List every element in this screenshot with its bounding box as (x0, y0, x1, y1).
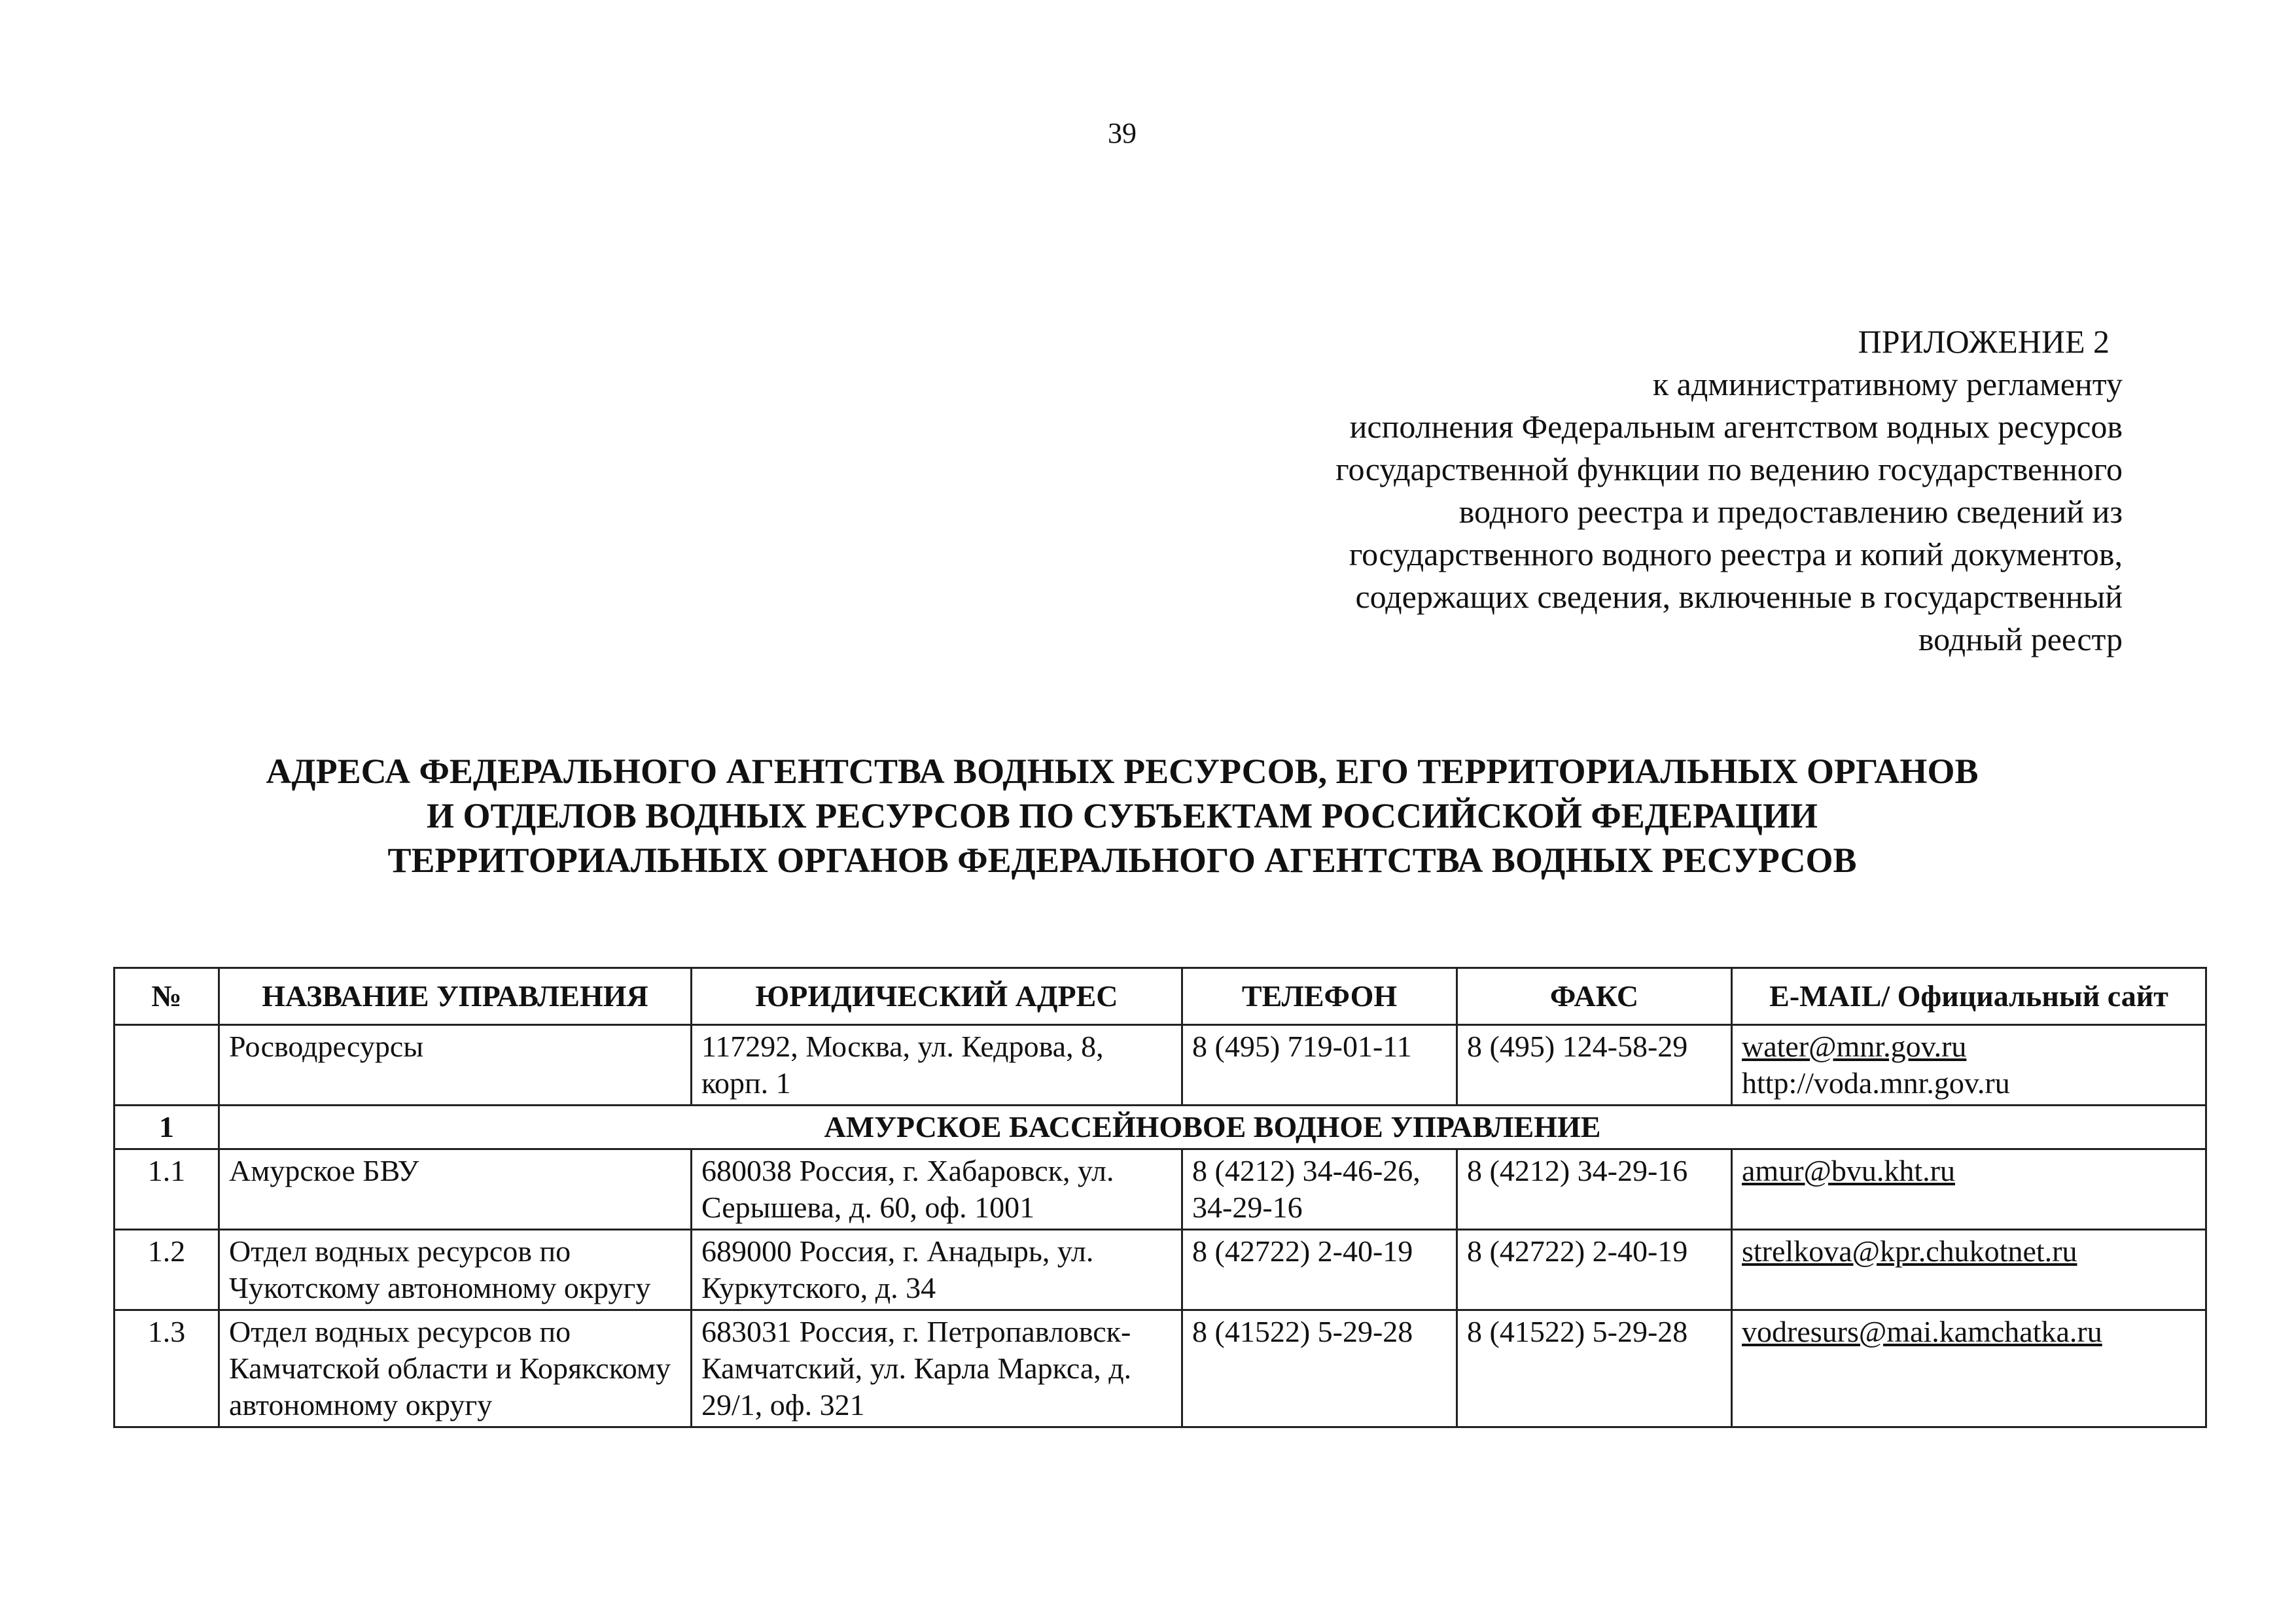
row-address: 680038 Россия, г. Хабаровск, ул. Серышева, д. 60, оф. 1001 (692, 1149, 1182, 1230)
email-link[interactable]: vodresurs@mai.kamchatka.ru (1742, 1315, 2102, 1348)
header-cell-fax: ФАКС (1457, 968, 1732, 1025)
row-address: 117292, Москва, ул. Кедрова, 8, корп. 1 (692, 1025, 1182, 1106)
table-row (115, 1230, 2206, 1310)
row-name: Отдел водных ресурсов по Камчатской области и Корякскому автономному округу (219, 1310, 692, 1427)
header-cell-name: НАЗВАНИЕ УПРАВЛЕНИЯ (219, 968, 692, 1025)
row-phone: 8 (4212) 34-46-26, 34-29-16 (1182, 1149, 1457, 1230)
appendix-line: водного реестра и предоставлению сведений из (1458, 493, 2123, 530)
row-contacts (1732, 1310, 2206, 1427)
row-fax: 8 (42722) 2-40-19 (1457, 1230, 1732, 1310)
row-contacts (1732, 1025, 2206, 1106)
appendix-line: государственного водного реестра и копий документов, (1349, 536, 2123, 572)
table-row (115, 1310, 2206, 1427)
document-heading (0, 749, 2244, 882)
row-address: 683031 Россия, г. Петропавловск-Камчатский, ул. Карла Маркса, д. 29/1, оф. 321 (692, 1310, 1182, 1427)
address-table (113, 967, 2207, 1428)
row-name: Амурское БВУ (219, 1149, 692, 1230)
header-cell-email: E-MAIL/ Официальный сайт (1732, 968, 2206, 1025)
row-fax: 8 (495) 124-58-29 (1457, 1025, 1732, 1106)
appendix-line: содержащих сведения, включенные в государственный (1355, 578, 2123, 615)
appendix-title: ПРИЛОЖЕНИЕ 2 (1858, 323, 2110, 360)
row-fax: 8 (41522) 5-29-28 (1457, 1310, 1732, 1427)
row-contacts (1732, 1230, 2206, 1310)
table-header-row (115, 968, 2206, 1025)
page-number: 39 (1108, 117, 1137, 149)
row-number: 1.1 (115, 1149, 219, 1230)
header-cell-phone: ТЕЛЕФОН (1182, 968, 1457, 1025)
email-link[interactable]: strelkova@kpr.chukotnet.ru (1742, 1234, 2077, 1268)
appendix-line: государственной функции по ведению государственного (1335, 451, 2123, 487)
row-fax: 8 (4212) 34-29-16 (1457, 1149, 1732, 1230)
appendix-line: исполнения Федеральным агентством водных ресурсов (1349, 408, 2123, 445)
section-number: 1 (115, 1106, 219, 1149)
appendix-block (1335, 321, 2123, 661)
heading-line: И ОТДЕЛОВ ВОДНЫХ РЕСУРСОВ ПО СУБЪЕКТАМ РОССИЙСКОЙ ФЕДЕРАЦИИ (426, 796, 1818, 835)
heading-line: АДРЕСА ФЕДЕРАЛЬНОГО АГЕНТСТВА ВОДНЫХ РЕСУРСОВ, ЕГО ТЕРРИТОРИАЛЬНЫХ ОРГАНОВ (266, 752, 1979, 791)
table-row (115, 1149, 2206, 1230)
row-name: Отдел водных ресурсов по Чукотскому автономному округу (219, 1230, 692, 1310)
row-phone: 8 (495) 719-01-11 (1182, 1025, 1457, 1106)
website-link[interactable]: http://voda.mnr.gov.ru (1742, 1066, 2010, 1100)
header-cell-address: ЮРИДИЧЕСКИЙ АДРЕС (692, 968, 1182, 1025)
table-row (115, 1025, 2206, 1106)
row-phone: 8 (41522) 5-29-28 (1182, 1310, 1457, 1427)
appendix-line: водный реестр (1918, 621, 2123, 657)
row-contacts (1732, 1149, 2206, 1230)
appendix-line: к административному регламенту (1652, 366, 2123, 402)
row-address: 689000 Россия, г. Анадырь, ул. Куркутского, д. 34 (692, 1230, 1182, 1310)
email-link[interactable]: amur@bvu.kht.ru (1742, 1154, 1955, 1187)
row-number: 1.2 (115, 1230, 219, 1310)
header-cell-number: № (115, 968, 219, 1025)
row-name: Росводресурсы (219, 1025, 692, 1106)
row-number: 1.3 (115, 1310, 219, 1427)
row-number (115, 1025, 219, 1106)
row-phone: 8 (42722) 2-40-19 (1182, 1230, 1457, 1310)
email-link[interactable]: water@mnr.gov.ru (1742, 1030, 1967, 1063)
section-row (115, 1106, 2206, 1149)
section-title: АМУРСКОЕ БАССЕЙНОВОЕ ВОДНОЕ УПРАВЛЕНИЕ (219, 1106, 2206, 1149)
heading-line: ТЕРРИТОРИАЛЬНЫХ ОРГАНОВ ФЕДЕРАЛЬНОГО АГЕНТСТВА ВОДНЫХ РЕСУРСОВ (387, 841, 1857, 880)
